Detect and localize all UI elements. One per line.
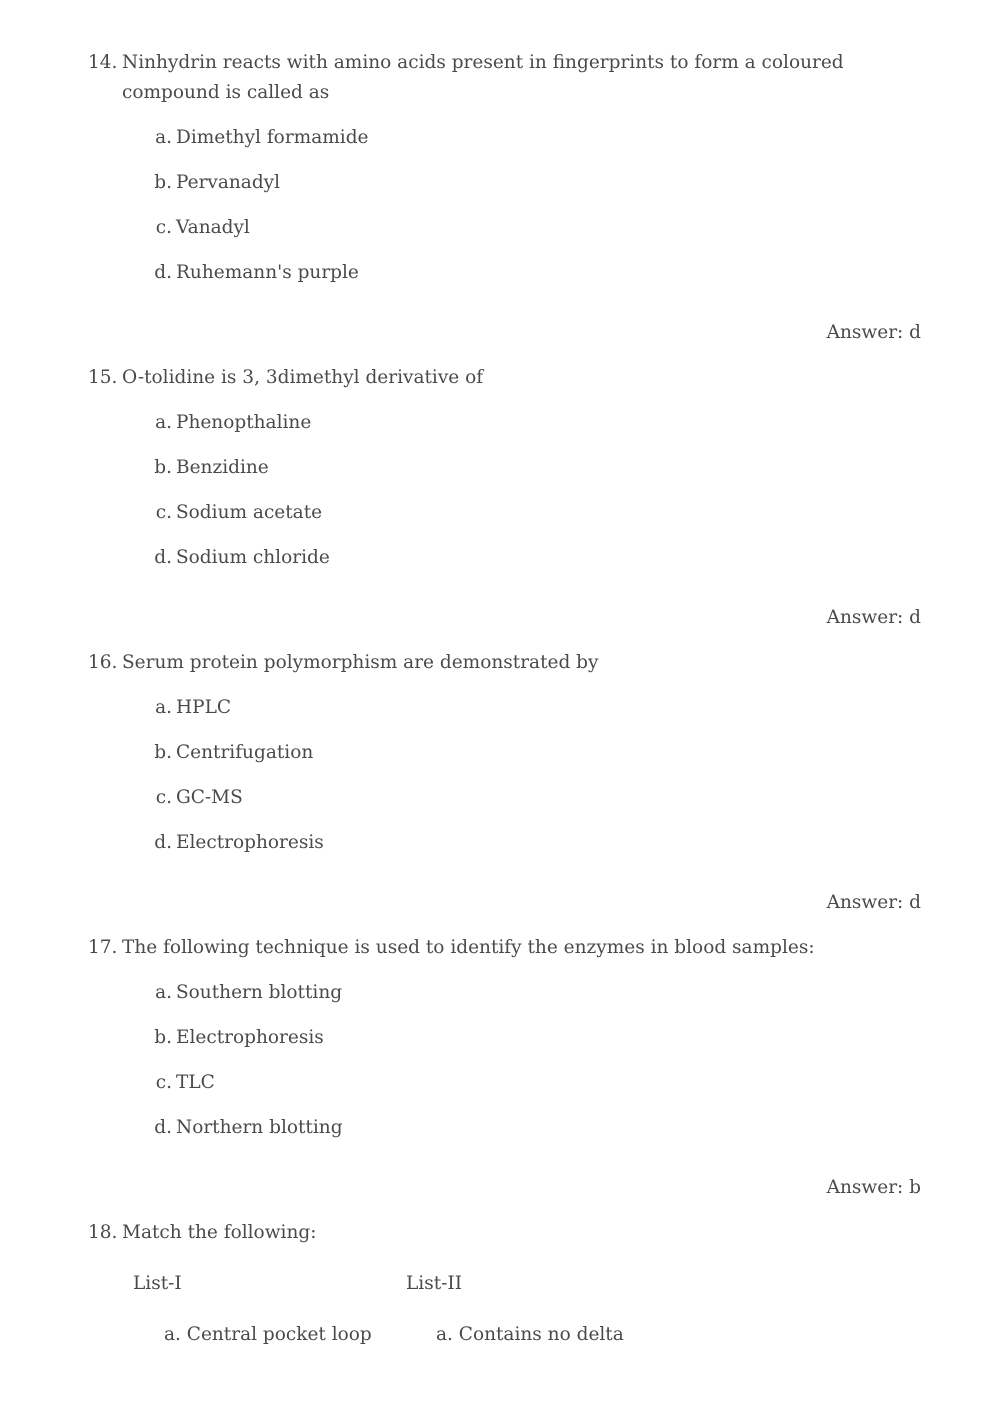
- question-text: Serum protein polymorphism are demonstrated by: [122, 652, 599, 673]
- option-b: b. Benzidine: [154, 457, 269, 478]
- question-number: 17.: [88, 937, 118, 958]
- question-text: The following technique is used to identify the enzymes in blood samples:: [122, 937, 815, 958]
- option-a: a. Phenopthaline: [155, 412, 312, 433]
- option-d: d. Sodium chloride: [154, 547, 330, 568]
- option-a: a. Southern blotting: [155, 982, 343, 1003]
- match-right-item: a. Contains no delta: [436, 1324, 624, 1345]
- answer-label: Answer: b: [826, 1177, 921, 1198]
- option-a: a. Dimethyl formamide: [155, 127, 369, 148]
- option-c: c. TLC: [155, 1072, 215, 1093]
- answer-label: Answer: d: [826, 892, 921, 913]
- option-b: b. Pervanadyl: [154, 172, 281, 193]
- question-number: 15.: [88, 367, 118, 388]
- question-text: Match the following:: [122, 1222, 317, 1243]
- answer-label: Answer: d: [826, 322, 921, 343]
- question-text: Ninhydrin reacts with amino acids present in fingerprints to form a coloured compound is called as: [122, 52, 844, 103]
- option-c: c. GC-MS: [155, 787, 243, 808]
- option-d: d. Electrophoresis: [154, 832, 324, 853]
- question-number: 14.: [88, 52, 118, 73]
- answer-label: Answer: d: [826, 607, 921, 628]
- list-ii-header: List-II: [406, 1273, 462, 1294]
- option-c: c. Sodium acetate: [155, 502, 323, 523]
- option-c: c. Vanadyl: [155, 217, 250, 238]
- question-text: O-tolidine is 3, 3dimethyl derivative of: [122, 367, 484, 388]
- option-b: b. Electrophoresis: [154, 1027, 324, 1048]
- list-i-header: List-I: [133, 1273, 182, 1294]
- option-d: d. Northern blotting: [154, 1117, 343, 1138]
- question-number: 16.: [88, 652, 118, 673]
- option-b: b. Centrifugation: [154, 742, 314, 763]
- option-a: a. HPLC: [155, 697, 232, 718]
- match-left-item: a. Central pocket loop: [164, 1324, 372, 1345]
- option-d: d. Ruhemann's purple: [154, 262, 359, 283]
- question-number: 18.: [88, 1222, 118, 1243]
